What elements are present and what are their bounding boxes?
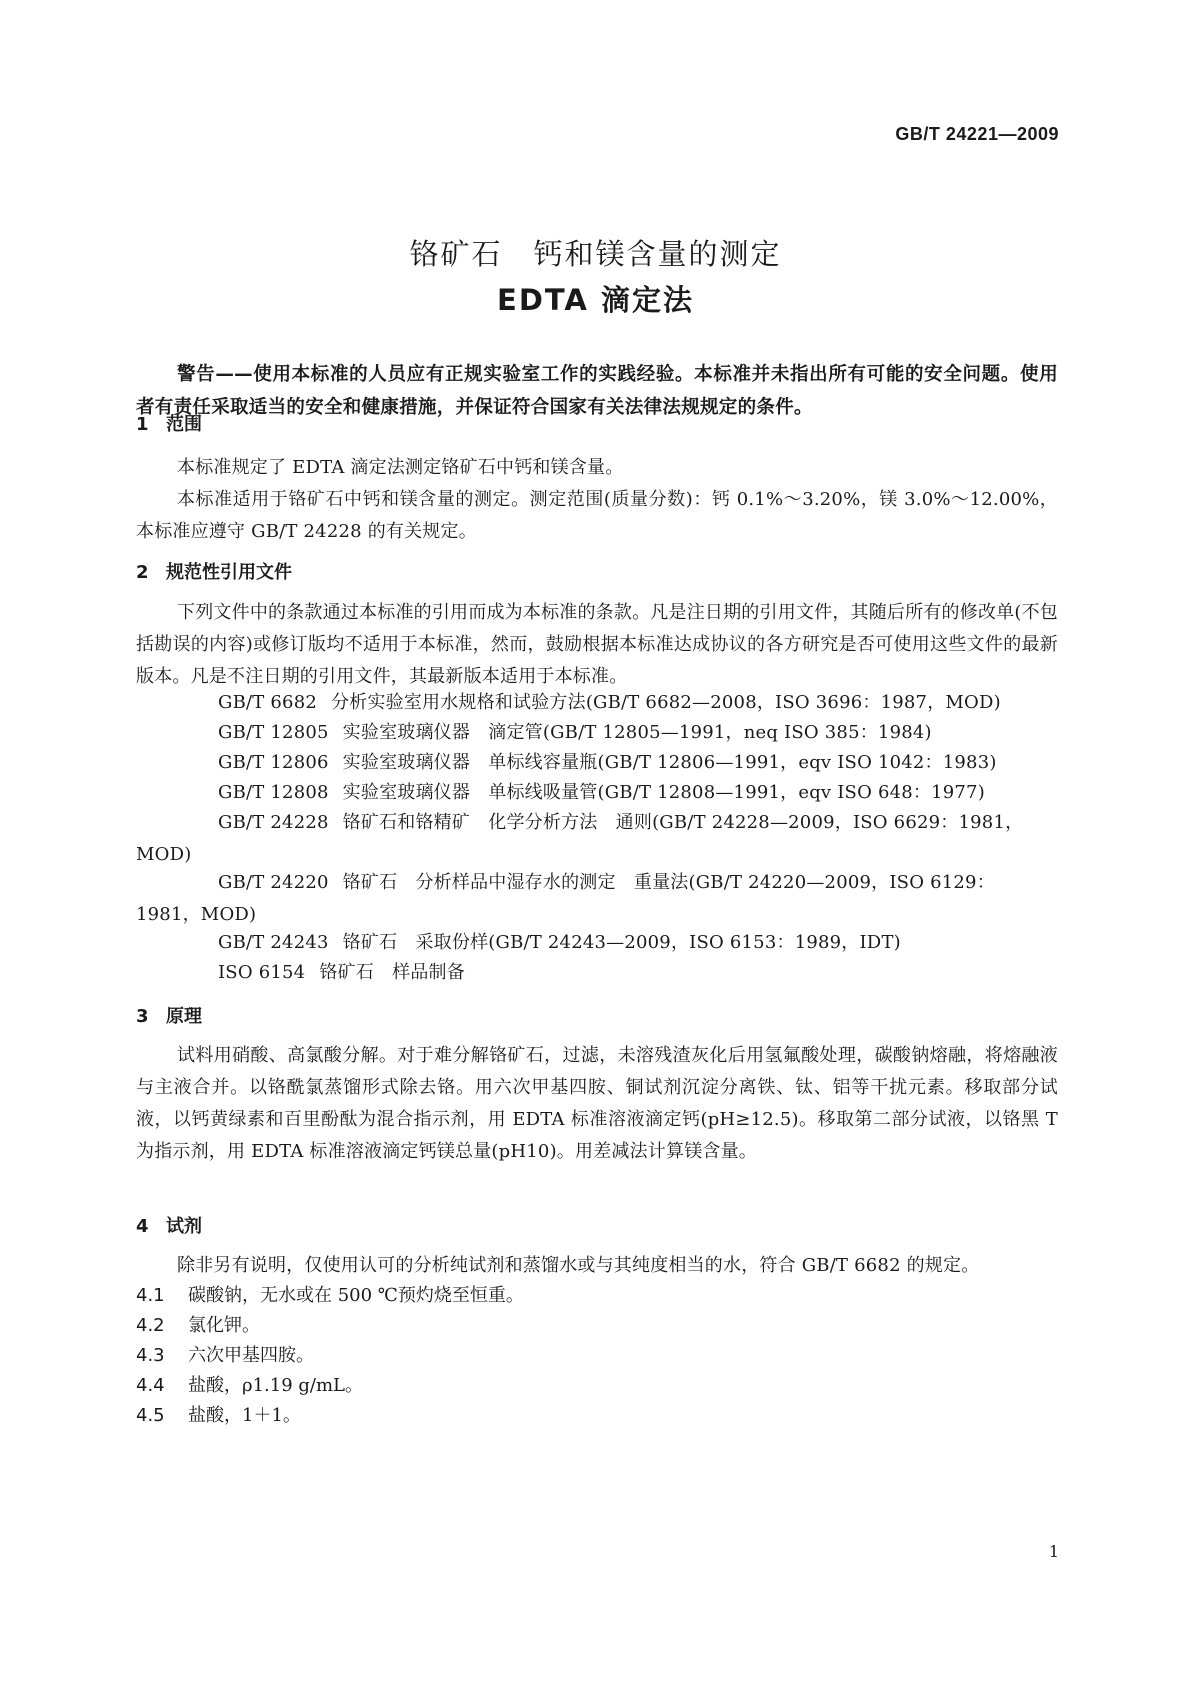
section-3-paragraph: 试料用硝酸、高氯酸分解。对于难分解铬矿石，过滤，未溶残渣灰化后用氢氟酸处理，碳酸钠熔融，将熔融液与主液合并。以铬酰氯蒸馏形式除去铬。用六次甲基四胺、铜试剂沉淀分离铁、钛、铝等干扰元素。移取部分试液，以钙黄绿素和百里酚酞为混合指示剂，用 EDTA 标准溶液滴定钙(pH≥12.5)。移取第二部分试液，以铬黑 T 为指示剂，用 EDTA 标准溶液滴定钙镁总量(pH10)。用差减法计算镁含量。 — [136, 1045, 1058, 1162]
item-number: 4.3 — [136, 1345, 165, 1366]
section-1-paragraph-1: 本标准规定了 EDTA 滴定法测定铬矿石中钙和镁含量。 — [177, 457, 624, 478]
section-1-heading — [136, 410, 202, 436]
reference-title: 铬矿石和铬精矿 化学分析方法 通则(GB/T 24228—2009，ISO 6629：1981，MOD) — [136, 812, 1024, 865]
item-text: 碳酸钠，无水或在 500 ℃预灼烧至恒重。 — [188, 1285, 524, 1306]
document-title: 铬矿石 钙和镁含量的测定 — [409, 237, 782, 271]
section-4-intro: 除非另有说明，仅使用认可的分析纯试剂和蒸馏水或与其纯度相当的水，符合 GB/T 6682 的规定。 — [177, 1255, 980, 1276]
section-4-heading — [136, 1212, 202, 1238]
section-title: 试剂 — [166, 1216, 202, 1237]
reference-title: 铬矿石 分析样品中湿存水的测定 重量法(GB/T 24220—2009，ISO 6129：1981，MOD) — [136, 872, 995, 925]
section-number: 4 — [136, 1216, 149, 1237]
reference-code: GB/T 12808 — [218, 782, 329, 803]
reference-code: GB/T 12805 — [218, 722, 329, 743]
reference-item — [136, 717, 1058, 749]
standard-number: GB/T 24221—2009 — [895, 124, 1059, 144]
section-title: 规范性引用文件 — [166, 562, 292, 583]
section-number: 1 — [136, 414, 149, 435]
section-3-heading — [136, 1002, 202, 1028]
section-number: 3 — [136, 1006, 149, 1027]
reagent-item — [136, 1310, 1058, 1342]
reference-code: GB/T 6682 — [218, 692, 318, 713]
section-title: 范围 — [166, 414, 202, 435]
reagent-item — [136, 1280, 1058, 1312]
warning-paragraph: 警告——使用本标准的人员应有正规实验室工作的实践经验。本标准并未指出所有可能的安全问题。使用者有责任采取适当的安全和健康措施，并保证符合国家有关法律法规规定的条件。 — [136, 364, 1058, 418]
page-number: 1 — [1048, 1542, 1059, 1561]
reference-title: 实验室玻璃仪器 单标线吸量管(GB/T 12808—1991，eqv ISO 648：1977) — [342, 782, 985, 803]
item-number: 4.2 — [136, 1315, 165, 1336]
reference-title: 实验室玻璃仪器 单标线容量瓶(GB/T 12806—1991，eqv ISO 1042：1983) — [342, 752, 997, 773]
item-number: 4.5 — [136, 1405, 165, 1426]
reagent-item — [136, 1340, 1058, 1372]
reference-code: GB/T 24228 — [218, 812, 329, 833]
section-2-heading — [136, 558, 292, 584]
document-subtitle: EDTA 滴定法 — [497, 283, 694, 317]
reference-title: 铬矿石 采取份样(GB/T 24243—2009，ISO 6153：1989，IDT) — [342, 932, 901, 953]
reference-item — [136, 747, 1058, 779]
reference-title: 分析实验室用水规格和试验方法(GB/T 6682—2008，ISO 3696：1987，MOD) — [331, 692, 1001, 713]
section-1-paragraph-2: 本标准适用于铬矿石中钙和镁含量的测定。测定范围(质量分数)：钙 0.1%～3.20%，镁 3.0%～12.00%，本标准应遵守 GB/T 24228 的有关规定。 — [136, 489, 1058, 542]
reference-title: 铬矿石 样品制备 — [319, 962, 465, 983]
reference-item — [136, 777, 1058, 809]
section-number: 2 — [136, 562, 149, 583]
item-number: 4.4 — [136, 1375, 165, 1396]
reference-item — [136, 927, 1058, 959]
reference-item — [136, 807, 1058, 871]
reference-code: GB/T 12806 — [218, 752, 329, 773]
reference-item — [136, 687, 1058, 719]
item-text: 盐酸，1＋1。 — [188, 1405, 301, 1426]
item-text: 盐酸，ρ1.19 g/mL。 — [188, 1375, 363, 1396]
item-text: 六次甲基四胺。 — [188, 1345, 314, 1366]
reference-code: GB/T 24220 — [218, 872, 329, 893]
reference-title: 实验室玻璃仪器 滴定管(GB/T 12805—1991，neq ISO 385：1984) — [342, 722, 932, 743]
reference-item — [136, 867, 1058, 931]
reagent-item — [136, 1370, 1058, 1402]
reference-code: GB/T 24243 — [218, 932, 329, 953]
item-number: 4.1 — [136, 1285, 165, 1306]
reference-code: ISO 6154 — [218, 962, 306, 983]
reagent-item — [136, 1400, 1058, 1432]
item-text: 氯化钾。 — [188, 1315, 260, 1336]
section-title: 原理 — [166, 1006, 202, 1027]
reference-item — [136, 957, 1058, 989]
section-2-intro: 下列文件中的条款通过本标准的引用而成为本标准的条款。凡是注日期的引用文件，其随后所有的修改单(不包括勘误的内容)或修订版均不适用于本标准，然而，鼓励根据本标准达成协议的各方研究是否可使用这些文件的最新版本。凡是不注日期的引用文件，其最新版本适用于本标准。 — [136, 602, 1058, 687]
